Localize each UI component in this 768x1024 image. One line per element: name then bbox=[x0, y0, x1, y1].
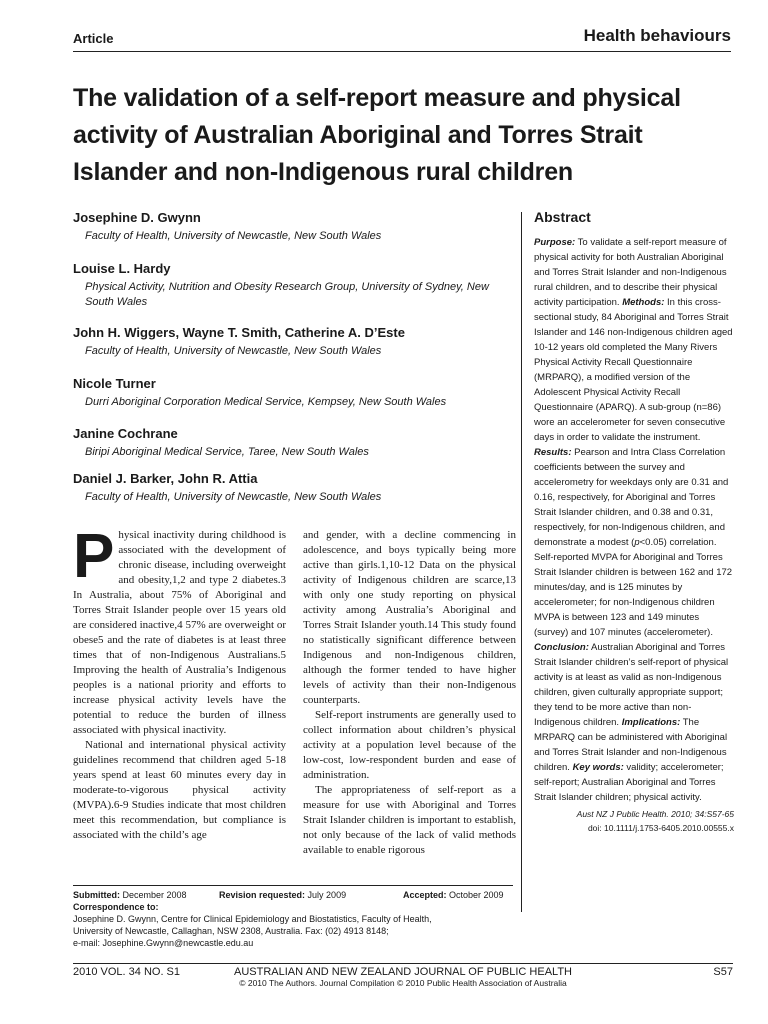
body-paragraph: Self-report instruments are generally used to collect information about children’s physical activity at a population level because of the low-cost, low-respondent burden and ease of administration. bbox=[303, 709, 516, 781]
conclusion-text: Australian Aboriginal and Torres Strait Islander children’s self-report of physical activity is at least as valid as non-Indigenous children, given culturally appropriate support; they tend to be more active than non-Indigenous children. bbox=[534, 642, 729, 728]
author-affiliation: Biripi Aboriginal Medical Service, Taree, New South Wales bbox=[85, 446, 369, 458]
author-affiliation: Faculty of Health, University of Newcastle, New South Wales bbox=[85, 491, 382, 503]
results-label: Results: bbox=[534, 447, 572, 458]
section-title: Health behaviours bbox=[583, 26, 731, 45]
purpose-text: To validate a self-report measure of physical activity for both Australian Aboriginal and Torres Strait Islander and non-Indigenous rural children, and to describe their physical activity participation. bbox=[534, 237, 727, 308]
body-column-left bbox=[73, 522, 286, 843]
author-name: Louise L. Hardy bbox=[73, 261, 171, 276]
purpose-label: Purpose: bbox=[534, 237, 576, 248]
keywords-label: Key words: bbox=[572, 762, 624, 773]
author-name: Nicole Turner bbox=[73, 376, 156, 391]
body-paragraph: hysical inactivity during childhood is associated with the development of chronic disease, including overweight and obesity,1,2 and type 2 diabetes.3 In Australia, about 75% of Aboriginal and Torres Strait Islander people over 15 years old are considered inactive,4 57% are overweight or obese5 and the rate of diabetes is at least three times that of non-Indigenous Australians.5 Improving the health of Australia’s Indigenous peoples is a national priority and efforts to increase physical activity levels have the potential to reduce the burden of illness associated with physical inactivity. bbox=[73, 529, 286, 736]
author-affiliation: Faculty of Health, University of Newcastle, New South Wales bbox=[85, 345, 382, 357]
submitted-label: Submitted: bbox=[73, 890, 120, 900]
author-block bbox=[73, 208, 513, 259]
author-block bbox=[73, 469, 513, 505]
footnotes bbox=[73, 889, 513, 949]
revision-label: Revision requested: bbox=[219, 890, 306, 900]
author-affiliation: Durri Aboriginal Corporation Medical Service, Kempsey, New South Wales bbox=[85, 396, 447, 408]
methods-label: Methods: bbox=[622, 297, 665, 308]
article-type-label: Article bbox=[73, 31, 114, 46]
author-list bbox=[73, 208, 513, 505]
page-number: S57 bbox=[713, 966, 733, 978]
body-paragraph: and gender, with a decline commencing in adolescence, and boys typically being more active than girls.1,10-12 Data on the physical activity of Indigenous children are scarce,13 with only one study reporting on physical activity among Australia’s Aboriginal and Torres Strait Islander youth.14 This study found no statistically significant difference between Indigenous and non-Indigenous children, although the former tended to have higher levels of activity than their non-Indigenous counterparts. bbox=[303, 529, 516, 706]
journal-name: AUSTRALIAN AND NEW ZEALAND JOURNAL OF PUBLIC HEALTH bbox=[233, 966, 572, 978]
footer-rule bbox=[73, 963, 733, 964]
author-name: Josephine D. Gwynn bbox=[73, 210, 201, 225]
abstract-panel bbox=[534, 209, 734, 835]
abstract-text bbox=[534, 235, 734, 805]
correspondence-label: Correspondence to: bbox=[73, 902, 159, 912]
body-paragraph: National and international physical activity guidelines recommend that children aged 5-18 years spend at least 60 minutes every day in moderate-to-vigorous physical activity (MVPA).6-9 Studies indicate that most children meet this recommendation, but compliance is associated with the child’s age bbox=[73, 739, 286, 841]
author-affiliation: Physical Activity, Nutrition and Obesity Research Group, University of Sydney, New South Wales bbox=[85, 281, 489, 308]
implications-text: The MRPARQ can be administered with Aboriginal and Torres Strait Islander and non-Indigenous children. bbox=[534, 717, 728, 773]
implications-label: Implications: bbox=[621, 717, 681, 728]
header-rule bbox=[73, 51, 731, 52]
author-name: Daniel J. Barker, John R. Attia bbox=[73, 471, 258, 486]
issue-info: 2010 VOL. 34 NO. S1 bbox=[73, 966, 181, 978]
accepted-date: October 2009 bbox=[449, 890, 504, 900]
abstract-heading: Abstract bbox=[534, 209, 591, 225]
author-block bbox=[73, 374, 513, 424]
submitted-date: December 2008 bbox=[122, 890, 187, 900]
drop-cap: P bbox=[73, 522, 115, 591]
correspondence-line: Josephine D. Gwynn, Centre for Clinical Epidemiology and Biostatistics, Faculty of Health, bbox=[73, 914, 432, 924]
conclusion-label: Conclusion: bbox=[534, 642, 589, 653]
author-block bbox=[73, 323, 513, 374]
doi: doi: 10.1111/j.1753-6405.2010.00555.x bbox=[587, 823, 734, 833]
keywords-text: validity; accelerometer; self-report; Australian Aboriginal and Torres Strait Islander children; physical activity. bbox=[534, 762, 724, 803]
methods-text: In this cross-sectional study, 84 Aboriginal and Torres Strait Islander and 146 non-Indigenous children aged 10-12 years old completed the Many Rivers Physical Activity Recall Questionnaire (MRPARQ), a modified version of the Adolescent Physical Activity Recall Questionnaire (APARQ). A sub-group (n=86) wore an accelerometer for seven consecutive days in order to validate the instrument. bbox=[534, 297, 733, 443]
dates-row bbox=[73, 889, 513, 901]
correspondence-email: e-mail: Josephine.Gwynn@newcastle.edu.au bbox=[73, 938, 254, 948]
correspondence-line: University of Newcastle, Callaghan, NSW 2308, Australia. Fax: (02) 4913 8148; bbox=[73, 926, 389, 936]
revision-date: July 2009 bbox=[307, 890, 347, 900]
author-block bbox=[73, 259, 513, 323]
body-paragraph: The appropriateness of self-report as a measure for use with Aboriginal and Torres Strait Islander children is important to establish, not only because of the lack of valid methods available to enable rigorous bbox=[303, 784, 516, 856]
copyright-notice: © 2010 The Authors. Journal Compilation © 2010 Public Health Association of Australia bbox=[239, 978, 567, 988]
footnote-rule bbox=[73, 885, 513, 886]
results-p-symbol: p bbox=[634, 537, 640, 548]
article-title: The validation of a self-report measure and physical activity of Australian Aboriginal and Torres Strait Islander and non-Indigenous rural children bbox=[73, 84, 681, 186]
author-name: John H. Wiggers, Wayne T. Smith, Catherine A. D’Este bbox=[73, 325, 405, 340]
author-affiliation: Faculty of Health, University of Newcastle, New South Wales bbox=[85, 230, 382, 242]
results-text: Pearson and Intra Class Correlation coefficients between the survey and accelerometry for weekdays only are 0.31 and 0.16, respectively, for Aboriginal and Torres Strait Islander children, and 0.38 and 0.31, respectively, for non-Indigenous children, and demonstrate a modest ( bbox=[534, 447, 729, 548]
citation: Aust NZ J Public Health. 2010; 34:S57-65 bbox=[576, 809, 734, 819]
column-divider bbox=[521, 212, 522, 912]
results-text-cont: <0.05) correlation. Self-reported MVPA for Aboriginal and Torres Strait Islander children is between 162 and 172 minutes/day, and is 125 minutes by accelerometer; for non-Indigenous children MVPA is between 123 and 149 minutes (survey) and 107 minutes (accelerometer). bbox=[534, 537, 733, 638]
accepted-label: Accepted: bbox=[403, 890, 447, 900]
author-block bbox=[73, 424, 513, 469]
body-column-right bbox=[303, 528, 516, 858]
running-header bbox=[73, 26, 731, 50]
author-name: Janine Cochrane bbox=[73, 426, 178, 441]
